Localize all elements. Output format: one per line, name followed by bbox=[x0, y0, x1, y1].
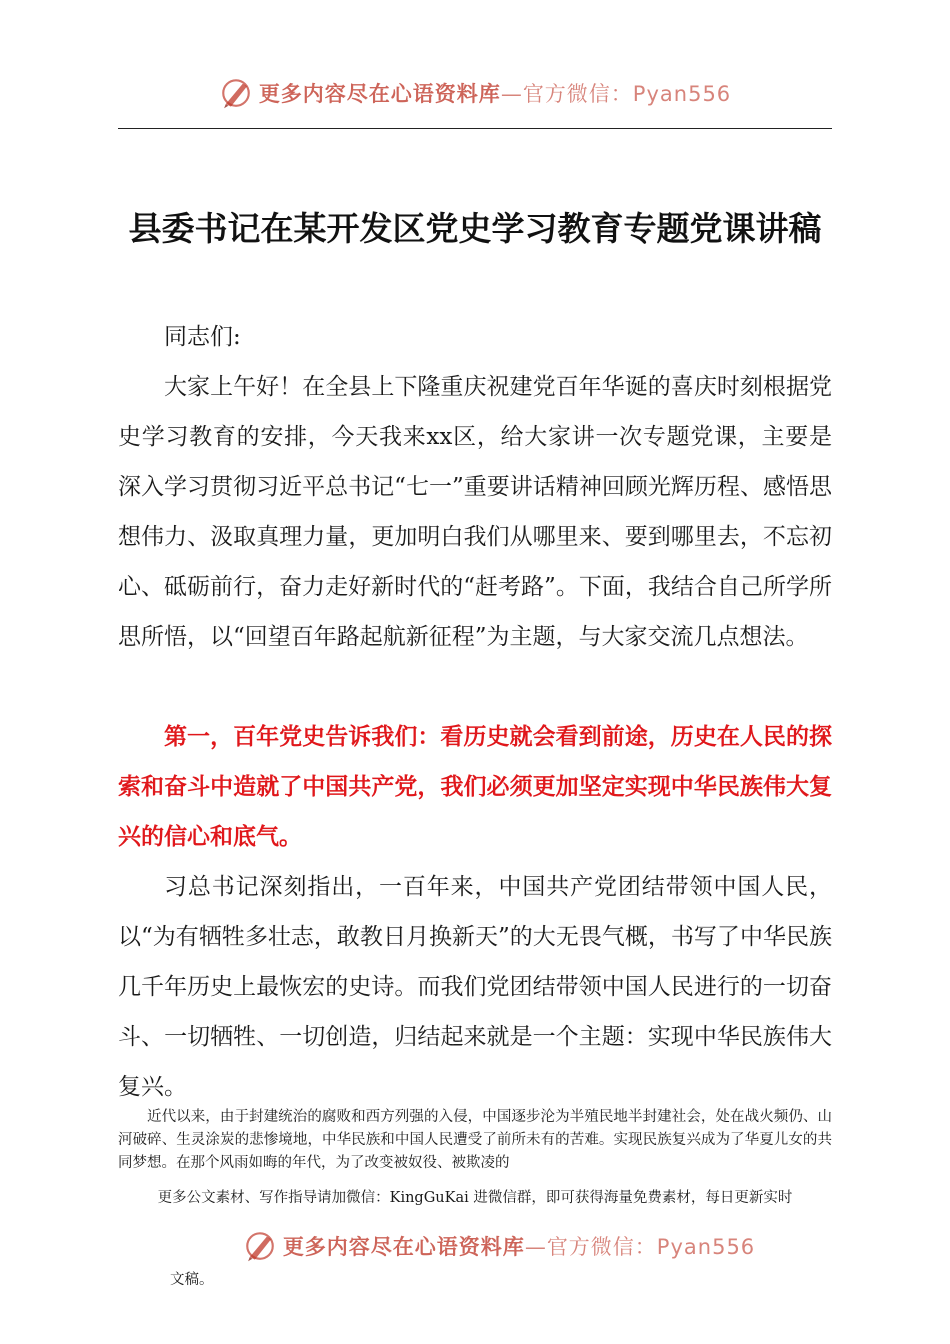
watermark-main-text: 更多内容尽在心语资料库 bbox=[282, 1235, 525, 1259]
paragraph-small: 近代以来，由于封建统治的腐败和西方列强的入侵，中国逐步沦为半殖民地半封建社会，处在战火频仍、山河破碎、生灵涂炭的悲惨境地，中华民族和中国人民遭受了前所未有的苦难。实现民族复兴成为了华夏儿女的共同梦想。在那个风雨如晦的年代，为了改变被奴役、被欺凌的 bbox=[118, 1109, 832, 1171]
paragraph-body-1: 习总书记深刻指出，一百年来，中国共产党团结带领中国人民，以“为有牺牲多壮志，敢教日月换新天”的大无畏气概，书写了中华民族几千年历史上最恢宏的史诗。而我们党团结带领中国人民进行的一切奋斗、一切牺牲、一切创造，归结起来就是一个主题：实现中华民族伟大复兴。 bbox=[118, 874, 832, 1100]
watermark-sub-text: —官方微信：Pyan556 bbox=[524, 1235, 756, 1259]
paragraph-intro: 大家上午好！在全县上下隆重庆祝建党百年华诞的喜庆时刻根据党史学习教育的安排，今天我来xx区，给大家讲一次专题党课，主要是深入学习贯彻习近平总书记“七一”重要讲话精神回顾光辉历程、感悟思想伟力、汲取真理力量，更加明白我们从哪里来、要到哪里去，不忘初心、砥砺前行，奋力走好新时代的“赶考路”。下面，我结合自己所学所思所悟，以“回望百年路起航新征程”为主题，与大家交流几点想法。 bbox=[118, 374, 832, 650]
section-heading-1: 第一，百年党史告诉我们：看历史就会看到前途，历史在人民的探索和奋斗中造就了中国共产党，我们必须更加坚定实现中华民族伟大复兴的信心和底气。 bbox=[118, 724, 832, 850]
paragraph-tail: 文稿。 bbox=[170, 1272, 214, 1288]
watermark-top bbox=[0, 76, 950, 110]
watermark-bottom bbox=[24, 1229, 950, 1263]
promo-line: 更多公文素材、写作指导请加微信：KingGuKai 进微信群，即可获得海量免费素材，每日更新实时 bbox=[157, 1190, 793, 1206]
pen-logo-icon bbox=[219, 76, 253, 110]
greeting: 同志们: bbox=[164, 324, 241, 350]
pen-logo-icon bbox=[243, 1229, 277, 1263]
header-divider bbox=[118, 128, 832, 129]
watermark-sub-text: —官方微信：Pyan556 bbox=[500, 82, 732, 106]
document-title: 县委书记在某开发区党史学习教育专题党课讲稿 bbox=[128, 209, 822, 249]
watermark-main-text: 更多内容尽在心语资料库 bbox=[258, 82, 501, 106]
